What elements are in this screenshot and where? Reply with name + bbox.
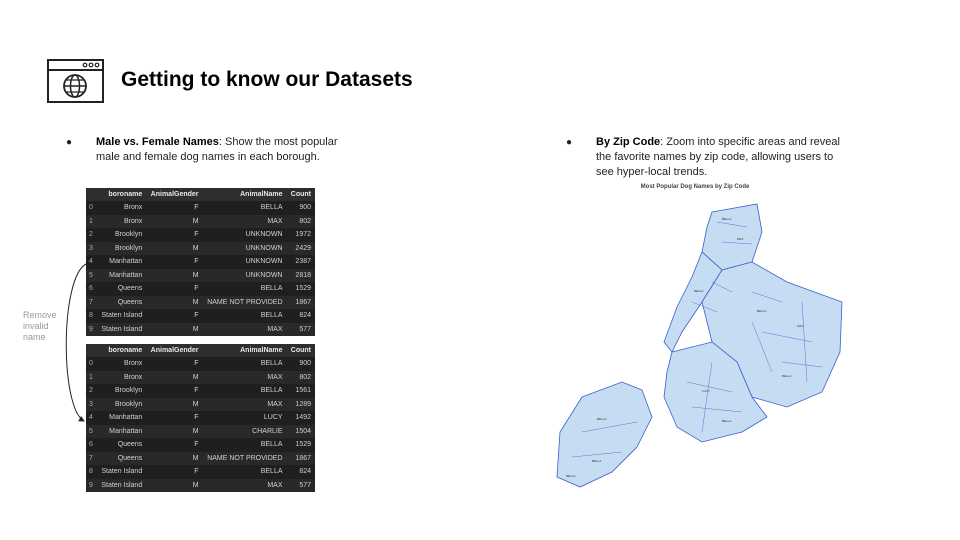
table-cell: Bronx	[123, 360, 143, 368]
row-index: 6	[89, 285, 93, 293]
column-header	[86, 188, 97, 201]
table-cell: Staten Island	[97, 323, 146, 337]
column-header: Count	[287, 344, 315, 357]
map-label: BELLA	[722, 217, 732, 221]
table-cell: F	[194, 204, 199, 212]
table-row	[86, 201, 315, 215]
table-cell: 1972	[295, 231, 311, 239]
table-cell: 802	[287, 371, 315, 385]
bullet-zip-code	[566, 135, 846, 180]
row-index: 7	[86, 296, 97, 310]
map-title: Most Popular Dog Names by Zip Code	[640, 184, 750, 190]
table-row	[86, 215, 315, 229]
bullet-gender-names	[66, 135, 356, 165]
table-cell: Staten Island	[101, 312, 143, 320]
table-row	[86, 479, 315, 493]
row-index: 0	[89, 204, 93, 212]
table-cell: M	[146, 371, 202, 385]
table-cell: BELLA	[260, 360, 283, 368]
row-index: 9	[86, 323, 97, 337]
remove-invalid-label: Remove invalid name	[23, 310, 57, 342]
table-cell: 2818	[287, 269, 315, 283]
map-label: BELLA	[694, 289, 704, 293]
map-label: BELLA	[592, 459, 602, 463]
map-label: BELLA	[722, 419, 732, 423]
globe-window-icon	[47, 59, 104, 103]
table-cell: MAX	[203, 215, 287, 229]
table-cell: 824	[299, 468, 311, 476]
table-cell: BELLA	[260, 468, 283, 476]
table-cell: Manhattan	[109, 414, 143, 422]
table-cell: Queens	[117, 285, 143, 293]
table-cell: F	[194, 231, 199, 239]
table-cell: F	[194, 441, 199, 449]
row-index: 8	[89, 468, 93, 476]
table-cell: Brooklyn	[115, 387, 143, 395]
table-row	[86, 384, 315, 398]
row-index: 1	[86, 371, 97, 385]
column-header: Count	[287, 188, 315, 201]
table-cell: M	[146, 452, 202, 466]
row-index: 0	[89, 360, 93, 368]
table-cell: 824	[299, 312, 311, 320]
table-cell: M	[146, 479, 202, 493]
table-row	[86, 309, 315, 323]
column-header: AnimalGender	[146, 344, 202, 357]
table-cell: BELLA	[260, 441, 283, 449]
table-cell: 900	[299, 204, 311, 212]
table-cell: 1867	[287, 452, 315, 466]
table-cell: F	[194, 360, 199, 368]
table-cell: Brooklyn	[115, 231, 143, 239]
table-cell: 1561	[295, 387, 311, 395]
bullet-heading: Male vs. Female Names	[96, 136, 219, 148]
table-cell: Staten Island	[101, 468, 143, 476]
table-row	[86, 438, 315, 452]
table-cell: Queens	[97, 296, 146, 310]
table-cell: 900	[299, 360, 311, 368]
table-cell: M	[146, 323, 202, 337]
table-cell: 1529	[295, 285, 311, 293]
table-row	[86, 242, 315, 256]
table-cell: UNKNOWN	[245, 258, 283, 266]
table-cell: Staten Island	[97, 479, 146, 493]
table-cell: Queens	[117, 441, 143, 449]
table-cell: Bronx	[97, 371, 146, 385]
table-row	[86, 425, 315, 439]
row-index: 7	[86, 452, 97, 466]
row-index: 2	[89, 387, 93, 395]
table-cell: BELLA	[260, 312, 283, 320]
column-header: AnimalName	[203, 344, 287, 357]
table-cell: 2429	[287, 242, 315, 256]
table-row	[86, 411, 315, 425]
row-index: 4	[89, 258, 93, 266]
column-header: boroname	[97, 344, 146, 357]
table-cell: BELLA	[260, 285, 283, 293]
map-label: BELLA	[566, 474, 576, 478]
column-header: AnimalName	[203, 188, 287, 201]
row-index: 1	[86, 215, 97, 229]
table-cell: 1867	[287, 296, 315, 310]
map-label: MAX	[797, 324, 804, 328]
table-cell: BELLA	[260, 387, 283, 395]
row-index: 5	[86, 425, 97, 439]
map-label: MAX	[737, 237, 744, 241]
row-index: 3	[86, 398, 97, 412]
map-label: BELLA	[782, 374, 792, 378]
table-cell: 1289	[287, 398, 315, 412]
row-index: 9	[86, 479, 97, 493]
table-cell: MAX	[203, 323, 287, 337]
table-row	[86, 255, 315, 269]
table-cell: Brooklyn	[97, 398, 146, 412]
row-index: 6	[89, 441, 93, 449]
table-cell: F	[194, 468, 199, 476]
table-cell: F	[194, 312, 199, 320]
table-cell: M	[146, 242, 202, 256]
bullet-text: : Show the most popular male and female dog names in each borough.	[96, 136, 338, 163]
table-cell: Manhattan	[109, 258, 143, 266]
table-cell: UNKNOWN	[245, 231, 283, 239]
table-cell: MAX	[203, 398, 287, 412]
table-row	[86, 371, 315, 385]
map-label: BELLA	[597, 417, 607, 421]
map-label: BELLA	[757, 309, 767, 313]
table-cell: UNKNOWN	[203, 269, 287, 283]
table-cell: M	[146, 398, 202, 412]
table-row	[86, 398, 315, 412]
table-cell: NAME NOT PROVIDED	[203, 296, 287, 310]
row-index: 4	[89, 414, 93, 422]
bullet-text: : Zoom into specific areas and reveal the favorite names by zip code, allowing users to see hyper-local trends.	[596, 136, 840, 178]
table-cell: MAX	[203, 371, 287, 385]
row-index: 3	[86, 242, 97, 256]
table-row	[86, 465, 315, 479]
table-cell: M	[146, 296, 202, 310]
table-cell: F	[194, 387, 199, 395]
table-cell: Queens	[97, 452, 146, 466]
table-cell: 1504	[287, 425, 315, 439]
table-cell: NAME NOT PROVIDED	[203, 452, 287, 466]
table-cell: 1492	[295, 414, 311, 422]
table-cell: M	[146, 215, 202, 229]
table-cell: 2387	[295, 258, 311, 266]
table-cell: Manhattan	[97, 425, 146, 439]
table-cell: M	[146, 425, 202, 439]
row-index: 5	[86, 269, 97, 283]
table-row	[86, 269, 315, 283]
table-cell: 1529	[295, 441, 311, 449]
column-header: boroname	[97, 188, 146, 201]
column-header: AnimalGender	[146, 188, 202, 201]
page-title: Getting to know our Datasets	[121, 68, 413, 91]
map-region-staten-island	[557, 382, 652, 487]
table-cell: 577	[287, 479, 315, 493]
row-index: 8	[89, 312, 93, 320]
table-cell: 802	[287, 215, 315, 229]
table-cell: Bronx	[123, 204, 143, 212]
zip-code-map	[552, 192, 844, 492]
table-cell: UNKNOWN	[203, 242, 287, 256]
table-row	[86, 228, 315, 242]
table-row	[86, 323, 315, 337]
table-cell: Brooklyn	[97, 242, 146, 256]
table-row	[86, 452, 315, 466]
curved-arrow-icon	[58, 258, 88, 428]
table-cell: 577	[287, 323, 315, 337]
bullet-dot: ●	[66, 137, 73, 148]
table-cell: F	[194, 285, 199, 293]
table-row	[86, 357, 315, 371]
dataframe-before	[86, 188, 315, 336]
table-cell: Bronx	[97, 215, 146, 229]
table-row	[86, 296, 315, 310]
table-cell: LUCY	[263, 414, 283, 422]
table-cell: MAX	[203, 479, 287, 493]
table-cell: Manhattan	[97, 269, 146, 283]
bullet-heading: By Zip Code	[596, 136, 661, 148]
row-index: 2	[89, 231, 93, 239]
bullet-dot: ●	[566, 137, 573, 148]
map-label: LUCY	[702, 389, 711, 393]
table-cell: BELLA	[260, 204, 283, 212]
table-cell: F	[194, 414, 199, 422]
dataframe-after	[86, 344, 315, 492]
table-row	[86, 282, 315, 296]
table-cell: F	[194, 258, 199, 266]
table-cell: CHARLIE	[203, 425, 287, 439]
table-cell: M	[146, 269, 202, 283]
